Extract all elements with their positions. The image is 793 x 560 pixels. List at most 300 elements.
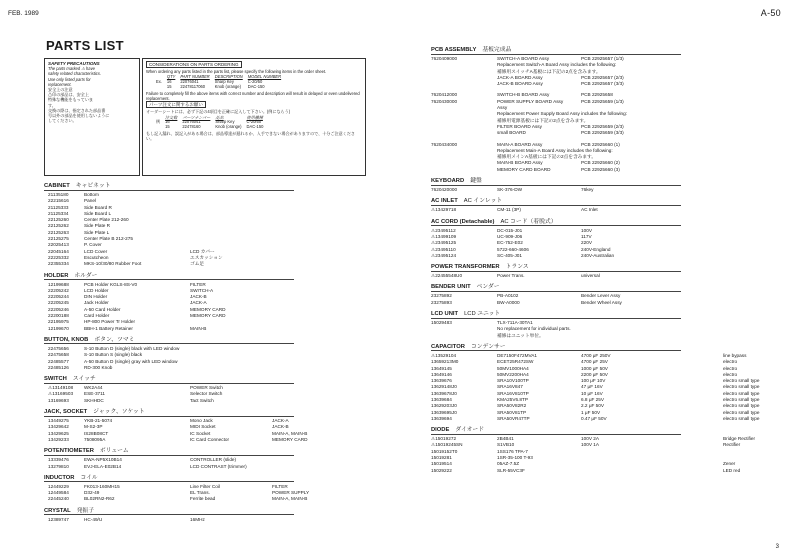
part-number: 13639695J0 — [431, 409, 457, 415]
part-detail: Bender Lever Assy — [581, 293, 621, 299]
section-title-jp: AC コード（着脱式） — [500, 218, 557, 225]
part-number: 22195975 — [48, 319, 69, 325]
part-location: line bypass — [723, 352, 747, 358]
part-number: 22225332 — [48, 254, 69, 260]
parts-list-right-column — [431, 44, 771, 476]
part-detail: 100V — [581, 227, 592, 233]
part-detail: EL Trans. — [190, 490, 210, 496]
page-number: 3 — [775, 544, 779, 550]
part-description: BBH-1 Battery Retainer — [84, 325, 133, 331]
safety-line-jp: 安全上の注意 — [48, 87, 73, 93]
section-title-jp: ホルダー — [74, 272, 98, 279]
ordering-table-header: 品名 — [215, 114, 224, 120]
part-detail: LCD CONTRAST (trimmer) — [190, 463, 247, 469]
parts-section — [44, 334, 374, 371]
section-title — [431, 195, 681, 206]
ordering-instructions-jp: オーダーシートには、必ず下記の4項目を正確に記入して下さい。(例にならう) — [146, 109, 291, 115]
part-description: MAIN-B BOARD Assy — [497, 160, 543, 166]
parts-ordering-box — [142, 58, 366, 176]
note-text: 補修用スイッチA基板には下記の2点を含みます。 — [497, 68, 601, 74]
safety-line-jp: 号以外の部品を使用しないように — [48, 113, 110, 119]
part-row — [431, 253, 771, 259]
parts-section — [44, 373, 374, 404]
part-row — [44, 365, 374, 371]
ordering-warning-jp: もし記入漏れ、誤記入がある場合は、部品導達が遅れるか、入手できない場合がありますので、十分ご注意ください。 — [146, 131, 355, 142]
ordering-table-cell: 22076041 — [180, 79, 199, 85]
section-title-jp: コイル — [80, 474, 98, 481]
section-title-en: CAPACITOR — [431, 343, 465, 350]
section-title-jp: ボタン、ツマミ — [94, 336, 135, 343]
part-detail: 4700 μF 25V — [581, 359, 608, 365]
section-title-jp: ボリューム — [99, 448, 129, 455]
part-location: MEMORY CARD — [272, 436, 308, 442]
safety-title: SAFETY PRECAUTIONS — [48, 61, 100, 66]
ordering-table-row — [156, 125, 268, 130]
safety-line-jp: 特殊な機能をもっていま — [48, 97, 94, 103]
part-row — [431, 300, 771, 306]
section-title-jp: ベンダー — [476, 284, 500, 291]
part-description: BL02RN2-R62 — [84, 496, 115, 502]
part-detail: PCB 22925657 (1/3) — [581, 56, 624, 61]
part-number: 13639676 — [431, 378, 452, 384]
ordering-table-cell: DAC-150 — [247, 84, 265, 89]
part-location: Bridge Rectifier — [723, 436, 756, 442]
parts-section — [44, 180, 374, 268]
part-number: 12199688 — [48, 281, 69, 287]
part-number: ⚠13499109 — [431, 233, 457, 239]
part-number: 13279810 — [48, 463, 69, 469]
part-number: 22485126 — [48, 364, 69, 370]
part-row — [44, 464, 374, 470]
part-description: RD-300 Knob — [84, 364, 113, 370]
part-description: HP-800 Power Tr Holder — [84, 319, 136, 325]
part-description: small BOARD — [497, 130, 526, 136]
part-detail: 117V — [581, 233, 592, 239]
part-number: 13639694 — [431, 415, 452, 421]
part-number: 22205244 — [48, 294, 69, 300]
section-title-en: LCD UNIT — [431, 311, 459, 318]
ordering-table-header: 注文数 — [165, 114, 178, 120]
part-description: EVJ-ELA-E02B14 — [84, 463, 122, 469]
ordering-table-cell: C-20/50 — [247, 79, 263, 85]
part-description: ESE-3711 — [84, 391, 106, 397]
parts-section — [44, 472, 374, 503]
note-text: 補修用電源基板には下記の2点を含みます。 — [497, 117, 589, 123]
section-title — [44, 445, 294, 456]
section-title-jp: 発振子 — [76, 507, 95, 514]
note-text: Assy — [497, 105, 508, 111]
section-title — [44, 472, 294, 483]
parts-section — [431, 44, 771, 173]
ordering-table-cell: Sharp Key — [214, 79, 234, 85]
part-location: electro — [723, 359, 738, 365]
part-number: 7620434000 — [431, 141, 458, 147]
part-description: LCD Holder — [84, 287, 109, 293]
part-location: electro small type — [723, 378, 760, 384]
part-description: PB-A0102 — [497, 293, 519, 299]
note-text: 補修用メインA基板には下記の2点を含みます。 — [497, 154, 597, 160]
part-number: 15019514 — [431, 461, 452, 467]
part-row — [44, 326, 374, 332]
part-description: DIN Holder — [84, 294, 108, 300]
part-number: 22445240 — [48, 496, 69, 502]
part-location: JACK-B — [272, 424, 289, 430]
section-title-en: AC CORD (Detachable) — [431, 218, 495, 225]
part-detail: 100V 2A — [581, 436, 599, 442]
parts-section — [431, 341, 771, 422]
part-number: 22475658 — [48, 352, 69, 358]
part-number: 13649146 — [431, 371, 452, 377]
part-description: A-50 Card Holder — [84, 306, 121, 312]
part-number: 22475656 — [48, 345, 69, 351]
section-title-jp: 基板完成品 — [482, 47, 512, 53]
header-date: FEB. 1989 — [8, 10, 39, 17]
part-detail: Mono Jack — [190, 418, 213, 424]
part-number: 13169693 — [48, 397, 69, 403]
part-description: DC-015-J01 — [497, 227, 523, 233]
section-title — [431, 261, 681, 272]
part-number: 21125334 — [48, 210, 69, 216]
safety-line-jp: してください。 — [48, 118, 77, 124]
section-title-jp: 鍵盤 — [470, 178, 482, 185]
section-title-en: PCB ASSEMBLY — [431, 47, 477, 53]
part-number: 7620412000 — [431, 92, 458, 98]
part-location: FILTER — [272, 483, 288, 489]
parts-section — [431, 195, 771, 213]
part-number: 23275892 — [431, 293, 452, 299]
part-detail: 0.47 μF 50V — [581, 415, 607, 421]
part-description: S-10 Button D (single) black with LED window — [84, 345, 180, 351]
part-description: S1VB10 — [497, 442, 515, 448]
part-number: 22125260 — [48, 217, 69, 223]
part-number: 13429233 — [48, 436, 69, 442]
ordering-table-cell — [156, 125, 165, 130]
part-detail: 47 μF 16V — [581, 384, 603, 390]
parts-section — [431, 281, 771, 306]
part-row — [431, 273, 771, 279]
part-location: electro small type — [723, 396, 760, 402]
part-number: 22355334 — [48, 261, 69, 267]
note-text: Replacement Switch-A Board Assy includes the following: — [497, 62, 617, 68]
part-detail: 240V-England — [581, 246, 611, 252]
part-description: 5722-660-4606 — [497, 246, 529, 252]
part-description: Panel — [84, 198, 96, 204]
part-location: LED red — [723, 467, 741, 473]
part-number: 13629148J0 — [431, 384, 457, 390]
safety-line: Use only listed parts for — [48, 76, 91, 82]
part-description: SLR-55VC3F — [497, 467, 525, 473]
part-location: MAIN-A, MAIN-B — [272, 430, 308, 436]
part-description: SC-405-J01 — [497, 252, 523, 258]
part-description: 50MV1000HA4 — [497, 365, 529, 371]
part-detail: MEMORY CARD — [190, 306, 226, 312]
ordering-table-cell: 22076041 — [182, 119, 201, 125]
part-number: 12449584 — [48, 490, 69, 496]
part-detail: エスカッション — [190, 254, 223, 260]
ordering-table-cell: C-20/50 — [246, 119, 262, 125]
part-number: 12389747 — [48, 516, 69, 522]
part-row — [431, 130, 771, 136]
safety-line: The parts marked ⚠ have — [48, 66, 95, 72]
part-detail: Selector Switch — [190, 391, 223, 397]
note-text: 補修はユニット単位。 — [497, 332, 544, 338]
section-title — [44, 334, 294, 345]
part-number: ⚠15019272 — [431, 436, 457, 442]
part-number: 13429642 — [48, 424, 69, 430]
part-number: 13649145 — [431, 365, 452, 371]
part-detail: Tact Switch — [190, 397, 214, 403]
ordering-table-header: DESCRIPTION — [214, 74, 243, 80]
ordering-table-cell: DAC-150 — [246, 124, 264, 130]
part-row — [431, 207, 771, 213]
part-detail: LCD カバー — [190, 248, 215, 254]
part-description: Center Plate 212-260 — [84, 217, 129, 223]
part-number: 22485577 — [48, 358, 69, 364]
part-detail: 6.8 μF 25V — [581, 396, 605, 402]
parts-section — [431, 175, 771, 193]
part-number: 15029222 — [431, 467, 452, 473]
section-title-en: BUTTON, KNOB — [44, 336, 89, 343]
ordering-table-row — [156, 85, 286, 90]
section-title-jp: LCD ユニット — [464, 311, 501, 318]
part-row — [431, 468, 771, 474]
part-number: ⚠13529104 — [431, 352, 457, 358]
safety-japanese-text — [48, 87, 136, 123]
part-row — [44, 398, 374, 404]
ordering-table-cell: 22478160 — [182, 124, 201, 130]
part-number: 13639678J0 — [431, 390, 457, 396]
part-location: electro small type — [723, 409, 760, 415]
section-title-en: SWITCH — [44, 376, 67, 383]
part-detail: MAIN-B — [190, 325, 207, 331]
part-detail: PCB 22925658 — [581, 92, 613, 98]
section-title — [431, 175, 681, 186]
part-description: M-S2-3P — [84, 424, 103, 430]
part-description: Side Plate L — [84, 229, 110, 235]
part-description: Jack Holder — [84, 300, 109, 306]
parts-list-left-column — [44, 180, 374, 525]
section-title — [431, 424, 681, 435]
part-location: electro small type — [723, 403, 760, 409]
part-location: electro small type — [723, 384, 760, 390]
part-detail: Bender Wheel Assy — [581, 299, 622, 305]
part-detail: JACK-B — [190, 294, 207, 300]
part-row — [431, 416, 771, 422]
parts-section — [44, 406, 374, 443]
part-number: 13449275 — [48, 418, 69, 424]
section-title-en: CRYSTAL — [44, 507, 71, 514]
part-location: MAIN-A, MAIN-B — [272, 496, 308, 502]
note-text: Replacement Main-A Board Assy includes the following: — [497, 147, 613, 153]
section-title-en: DIODE — [431, 427, 450, 434]
part-row — [44, 496, 374, 502]
part-detail: JACK-A — [190, 300, 207, 306]
part-description: TLX-711A-30TA1 — [497, 320, 533, 326]
part-detail: PCB 22925657 (3/3) — [581, 81, 624, 87]
part-detail: POWER Switch — [190, 385, 223, 391]
part-detail: FILTER — [190, 281, 206, 287]
part-description: Escutcheon — [84, 254, 109, 260]
ordering-table-cell — [156, 85, 167, 90]
parts-section — [44, 445, 374, 470]
part-row — [431, 187, 771, 193]
part-description: JACK-A BOARD Assy — [497, 74, 543, 80]
part-description: FK013-160MH15 — [84, 483, 120, 489]
ordering-title: CONSIDERATIONS ON PARTS ORDERING — [146, 61, 242, 68]
ordering-table-cell: 15 — [166, 84, 172, 89]
section-title-en: BENDER UNIT — [431, 284, 471, 291]
part-description: P. Cover — [84, 242, 102, 248]
part-number: 22045164 — [48, 248, 69, 254]
part-row — [431, 167, 771, 173]
part-number: ⚠15019245SN — [431, 442, 463, 448]
part-detail: PCB 22925660 (2) — [581, 160, 620, 166]
section-title-jp: トランス — [505, 264, 529, 271]
section-title-en: KEYBOARD — [431, 178, 465, 185]
part-detail: 76key — [581, 187, 594, 193]
section-title-en: INDUCTOR — [44, 474, 75, 481]
part-detail: AC Inlet — [581, 207, 598, 213]
part-location: POWER SUPPLY — [272, 490, 310, 496]
part-description: IS28B08CT — [84, 430, 109, 436]
part-description: FILTER BOARD Assy — [497, 123, 542, 129]
part-number: ⚠22455548U0 — [431, 273, 463, 279]
part-row — [44, 517, 374, 523]
part-description: 7508095A — [84, 436, 106, 442]
parts-section — [431, 308, 771, 339]
part-number: 7620430000 — [431, 98, 458, 104]
part-number: 13659213M0 — [431, 359, 459, 365]
section-title-en: POWER TRANSFORMER — [431, 264, 500, 271]
part-description: Card Holder — [84, 313, 110, 319]
part-number: 22200188 — [48, 313, 69, 319]
part-description: PCB Holder KGLS-8S-V0 — [84, 281, 138, 287]
safety-line-jp: ⚠印の部品は、安全上 — [48, 92, 89, 98]
part-location: electro — [723, 365, 738, 371]
part-description: Center Plate B 212-275 — [84, 236, 133, 242]
part-detail: 4700 μF 250V — [581, 352, 611, 358]
part-description: Side Plate R — [84, 223, 111, 229]
ordering-table-cell: Knob (orange) — [215, 124, 242, 130]
section-title — [44, 373, 294, 384]
page-title: PARTS LIST — [46, 38, 124, 53]
part-number: ⚠23495124 — [431, 252, 457, 258]
part-detail: IC Socket — [190, 430, 211, 436]
section-title-en: JACK, SOCKET — [44, 409, 88, 416]
section-title-jp: ダイオード — [455, 427, 485, 434]
section-title-en: CABINET — [44, 183, 70, 189]
section-title — [431, 308, 681, 319]
ordering-table-header: MODEL NUMBER — [247, 74, 282, 80]
section-title — [431, 341, 681, 352]
part-description: SRA50V81TP — [497, 409, 527, 415]
part-number: 15019152T0 — [431, 448, 458, 454]
part-description: CM-11 (3P) — [497, 207, 521, 213]
safety-line: safety related characteristics. — [48, 71, 102, 77]
part-description: JACK-B BOARD Assy — [497, 81, 543, 87]
part-number: ⚠13149108 — [48, 385, 74, 391]
part-detail: PCB 22925659 (2/3) — [581, 123, 624, 129]
section-title — [44, 505, 294, 516]
part-location: Zener — [723, 461, 736, 467]
part-description: MEMORY CARD BOARD — [497, 166, 551, 172]
parts-section — [44, 505, 374, 523]
section-title-jp: コンデンサー — [470, 343, 506, 350]
ordering-table-header: 使用機種 — [246, 114, 263, 120]
part-description: SRA16V810TP — [497, 390, 529, 396]
part-detail: IC Card Connector — [190, 436, 230, 442]
note-text: Replacement Power Supply Board Assy includes the following: — [497, 111, 628, 117]
part-description: SRA16V847 — [497, 384, 523, 390]
section-title — [431, 281, 681, 292]
ordering-table-header: QTY — [166, 74, 176, 80]
part-number: 13339476 — [48, 457, 69, 463]
ordering-example-table-jp — [156, 116, 268, 130]
part-number: 22125275 — [48, 236, 69, 242]
note-text: No replacement for individual parts. — [497, 326, 571, 332]
part-description: SWITCH-B BOARD Assy — [497, 92, 550, 98]
part-number: 21125333 — [48, 204, 69, 210]
part-description: MAIN-A BOARD Assy — [497, 141, 543, 147]
part-detail: 1000 μF 50V — [581, 365, 608, 371]
part-detail: 2200 μF 50V — [581, 371, 608, 377]
section-title — [431, 216, 681, 227]
section-title-jp: AC インレット — [463, 198, 503, 205]
section-title-en: HOLDER — [44, 272, 69, 279]
part-detail: PCB 22925660 (1) — [581, 141, 620, 147]
ordering-table-cell: Sharp Key — [215, 119, 235, 125]
section-title — [44, 180, 294, 191]
part-description: EC-752-E02 — [497, 240, 523, 246]
part-detail: 16MHz — [190, 516, 205, 522]
part-description: Bottom — [84, 192, 99, 197]
ordering-table-header: パーツナンバー — [182, 114, 211, 120]
part-description: Power Trans. — [497, 273, 525, 279]
part-detail: Ferrite bead — [190, 496, 216, 502]
part-description: SRA50VR47TP — [497, 415, 530, 421]
part-number: ⚠23495112 — [431, 227, 456, 233]
ordering-table-cell: 22478117060 — [180, 84, 206, 89]
part-description: D32-49 — [84, 490, 100, 496]
ordering-warning: Failure to completely fill the above items with correct number and description will result in delayed or even undelivered replacement. — [146, 90, 360, 101]
part-detail: ゴム足 — [190, 261, 205, 267]
part-description: UC-909-J06 — [497, 233, 523, 239]
parts-section — [431, 216, 771, 259]
part-description: S-10 Button S (single) black — [84, 352, 143, 358]
part-description: MKS-10/30/80 Rubber Foot — [84, 261, 142, 267]
note-line — [431, 333, 771, 339]
part-detail: PCB 22925657 (2/3) — [581, 74, 624, 80]
part-description: A-50 Button D (single) gray with LED window — [84, 358, 178, 364]
part-detail: 220V — [581, 240, 592, 246]
section-title-en: AC INLET — [431, 198, 458, 205]
header-model: A-50 — [760, 8, 781, 18]
part-number: 15029483 — [431, 320, 452, 326]
part-description: WK2A44 — [84, 385, 103, 391]
section-title-jp: スイッチ — [72, 376, 96, 383]
part-description: ECET25R472SW — [497, 359, 534, 365]
part-detail: PCB 22925659 (3/3) — [581, 130, 624, 136]
part-location: electro small type — [723, 390, 760, 396]
part-description: HC-49/U — [84, 516, 103, 522]
section-title — [44, 406, 294, 417]
section-title — [44, 270, 294, 281]
part-number: ⚠23495110 — [431, 246, 456, 252]
part-number: 15019281 — [431, 455, 452, 461]
part-number: ⚠13429718 — [431, 207, 457, 213]
part-description: 2B4B41 — [497, 436, 514, 442]
part-location: electro small type — [723, 415, 760, 421]
